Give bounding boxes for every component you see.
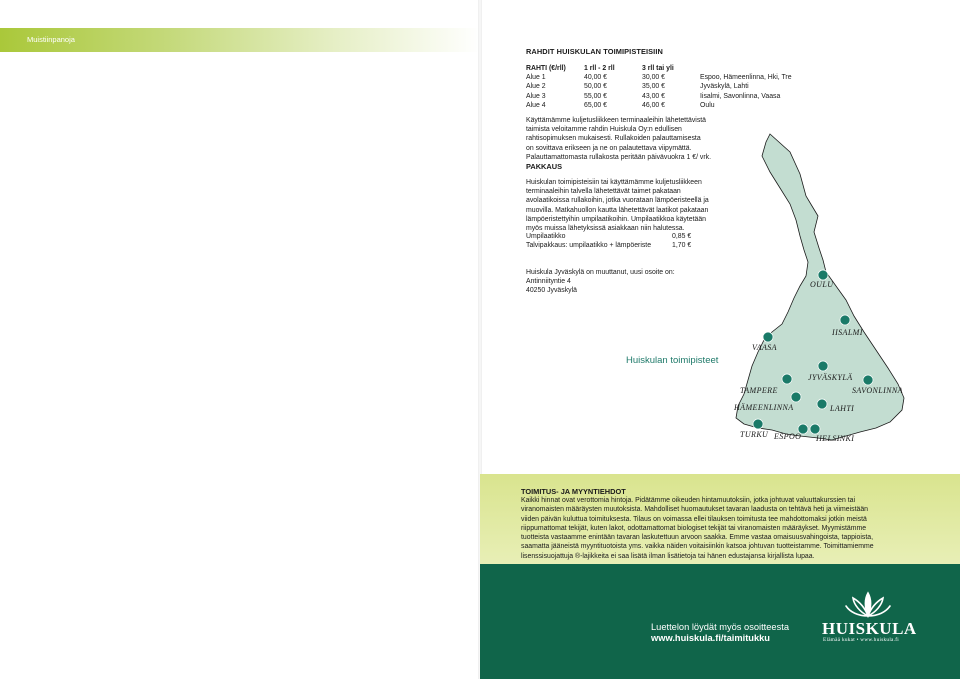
price-item: Talvipakkaus: umpilaatikko + lämpöeriste bbox=[526, 242, 652, 250]
price-value: 0,85 € bbox=[672, 233, 692, 240]
freight-cell: Alue 3 bbox=[526, 92, 546, 100]
freight-cell: Oulu bbox=[700, 101, 715, 109]
freight-header-cell: 3 rll tai yli bbox=[642, 65, 674, 72]
text-line: rahtisopimuksen mukaisesti. Rullakoiden palauttamisesta bbox=[526, 135, 701, 143]
terms-title: TOIMITUS- JA MYYNTIEHDOT bbox=[521, 487, 626, 496]
finland-map bbox=[720, 120, 960, 460]
text-line: lämpöeristettyihin umpilaatikoihin. Umpilaatikkoa käytetään bbox=[526, 215, 707, 223]
text-line: myös muissa lähetyksissä asiakkaan niin halutessa. bbox=[526, 224, 685, 232]
freight-cell: 50,00 € bbox=[584, 83, 607, 91]
price-item: Umpilaatikko bbox=[526, 233, 566, 240]
city-label-turku: TURKU bbox=[740, 430, 769, 439]
text-line: Käyttämämme kuljetusliikkeen terminaaleihin lähetettävistä bbox=[526, 117, 707, 124]
freight-cell: Alue 2 bbox=[526, 83, 546, 91]
logo-tagline: Elämää kukat • www.huiskula.fi bbox=[823, 637, 900, 643]
text-line: muovilla. Matkahuollon kautta lähetettävät laatikot pakataan bbox=[526, 206, 709, 214]
freight-cell: Alue 1 bbox=[526, 74, 546, 82]
city-label-tampere: TAMPERE bbox=[740, 386, 778, 395]
freight-cell: 55,00 € bbox=[584, 92, 607, 100]
city-label-jyvaskyla: JYVÄSKYLÄ bbox=[808, 373, 853, 382]
footer-caption: Luettelon löydät myös osoitteesta bbox=[651, 622, 789, 632]
text-line: lisenssisuojattuja ®-lajikkeita ei saa lisätä ilman lisätietoja tai hänen edustajansa kirjallista lupaa. bbox=[521, 552, 815, 560]
freight-cell: 30,00 € bbox=[642, 74, 665, 82]
city-marker-tampere bbox=[782, 374, 792, 384]
city-marker-savonlinna bbox=[863, 375, 873, 385]
text-line: tuotteista vastaamme enintään tavaran laskutettuun arvoon saakka. Emme vastaa omaisuusvahingoista, tappioista, bbox=[521, 534, 874, 542]
freight-cell: 35,00 € bbox=[642, 83, 665, 91]
city-label-vaasa: VAASA bbox=[752, 343, 777, 352]
city-label-helsinki: HELSINKI bbox=[816, 434, 855, 443]
terms-paragraph bbox=[521, 496, 874, 561]
freight-cell: Jyväskylä, Lahti bbox=[700, 83, 749, 91]
notes-header-band bbox=[0, 28, 480, 52]
city-marker-helsinki bbox=[810, 424, 820, 434]
address-block bbox=[526, 268, 675, 296]
freight-cell: 46,00 € bbox=[642, 101, 665, 109]
city-label-espoo: ESPOO bbox=[774, 432, 802, 441]
text-line: Kaikki hinnat ovat verottomia hintoja. Pidätämme oikeuden hintamuutoksiin, jotka johtuvat valuuttakurssien tai bbox=[521, 497, 855, 504]
price-value: 1,70 € bbox=[672, 242, 692, 250]
text-line: terminaaleihin talvella lähetettävät taimet pakataan bbox=[526, 188, 681, 196]
freight-header-cell: RAHTI (€/rll) bbox=[526, 65, 566, 72]
freight-title: RAHDIT HUISKULAN TOIMIPISTEISIIN bbox=[526, 47, 663, 56]
address-line: Huiskula Jyväskylä on muuttanut, uusi osoite on: bbox=[526, 269, 675, 276]
notes-label: Muistiinpanoja bbox=[27, 35, 75, 44]
city-marker-lahti bbox=[817, 399, 827, 409]
city-marker-jyvaskyla bbox=[818, 361, 828, 371]
freight-cell: Iisalmi, Savonlinna, Vaasa bbox=[700, 92, 781, 100]
address-line: 40250 Jyväskylä bbox=[526, 287, 577, 295]
text-line: viiden päivän kuluttua toimituksesta. Tilaus on voimassa ellei tilauksen toimitusta tee mahdottomaksi jotkin meistä bbox=[521, 515, 867, 523]
city-label-hameenlinna: HÄMEENLINNA bbox=[734, 403, 794, 412]
city-label-iisalmi: IISALMI bbox=[832, 328, 863, 337]
freight-cell: 65,00 € bbox=[584, 101, 607, 109]
text-line: riippumattomat tekijät, kuten lakot, odottamattomat biologiset tekijät tai viranomaisten määräykset. Myymistämme bbox=[521, 524, 867, 532]
packing-paragraph bbox=[526, 178, 709, 233]
city-label-lahti: LAHTI bbox=[830, 404, 855, 413]
city-marker-hameenlinna bbox=[791, 392, 801, 402]
city-marker-oulu bbox=[818, 270, 828, 280]
freight-cell: Alue 4 bbox=[526, 101, 546, 109]
text-line: Palauttamattomasta rullakosta peritään päivävuokra 1 €/ vrk. bbox=[526, 153, 711, 161]
freight-header-cell: 1 rll - 2 rll bbox=[584, 65, 615, 72]
text-line: avolaatikoissa rullakoihin, jotka vuorataan lämpöeristeellä ja bbox=[526, 197, 709, 205]
packing-title: PAKKAUS bbox=[526, 162, 562, 171]
footer-url-link[interactable]: www.huiskula.fi/taimitukku bbox=[651, 633, 770, 643]
freight-cell: 40,00 € bbox=[584, 74, 607, 82]
city-label-oulu: OULU bbox=[810, 280, 834, 289]
text-line: on sovittava erikseen ja ne on palautettava viipymättä. bbox=[526, 144, 692, 152]
text-line: taimista veloitamme rahdin Huiskula Oy:n edullisen bbox=[526, 126, 682, 134]
city-marker-iisalmi bbox=[840, 315, 850, 325]
text-line: Huiskulan toimipisteisiin tai käyttämämme kuljetusliikkeen bbox=[526, 179, 702, 186]
city-label-savonlinna: SAVONLINNA bbox=[852, 386, 903, 395]
freight-cell: Espoo, Hämeenlinna, Hki, Tre bbox=[700, 74, 792, 82]
text-line: saamatta jääneistä myyntituotoista yms. vaikka näiden voitaisiinkin katsoa johtuvan tuotteistamme. Toimittamiemme bbox=[521, 543, 874, 551]
map-caption: Huiskulan toimipisteet bbox=[626, 355, 719, 366]
logo-wordmark: HUISKULA bbox=[822, 619, 917, 638]
city-marker-vaasa bbox=[763, 332, 773, 342]
freight-cell: 43,00 € bbox=[642, 92, 665, 100]
address-line: Antinniityntie 4 bbox=[526, 278, 571, 286]
text-line: viranomaisten määräysten muutoksista. Mahdolliset huomautukset tavaran laadusta on tehtävä heti ja viimeistään bbox=[521, 506, 869, 514]
delivery-paragraph bbox=[526, 116, 711, 162]
city-marker-turku bbox=[753, 419, 763, 429]
